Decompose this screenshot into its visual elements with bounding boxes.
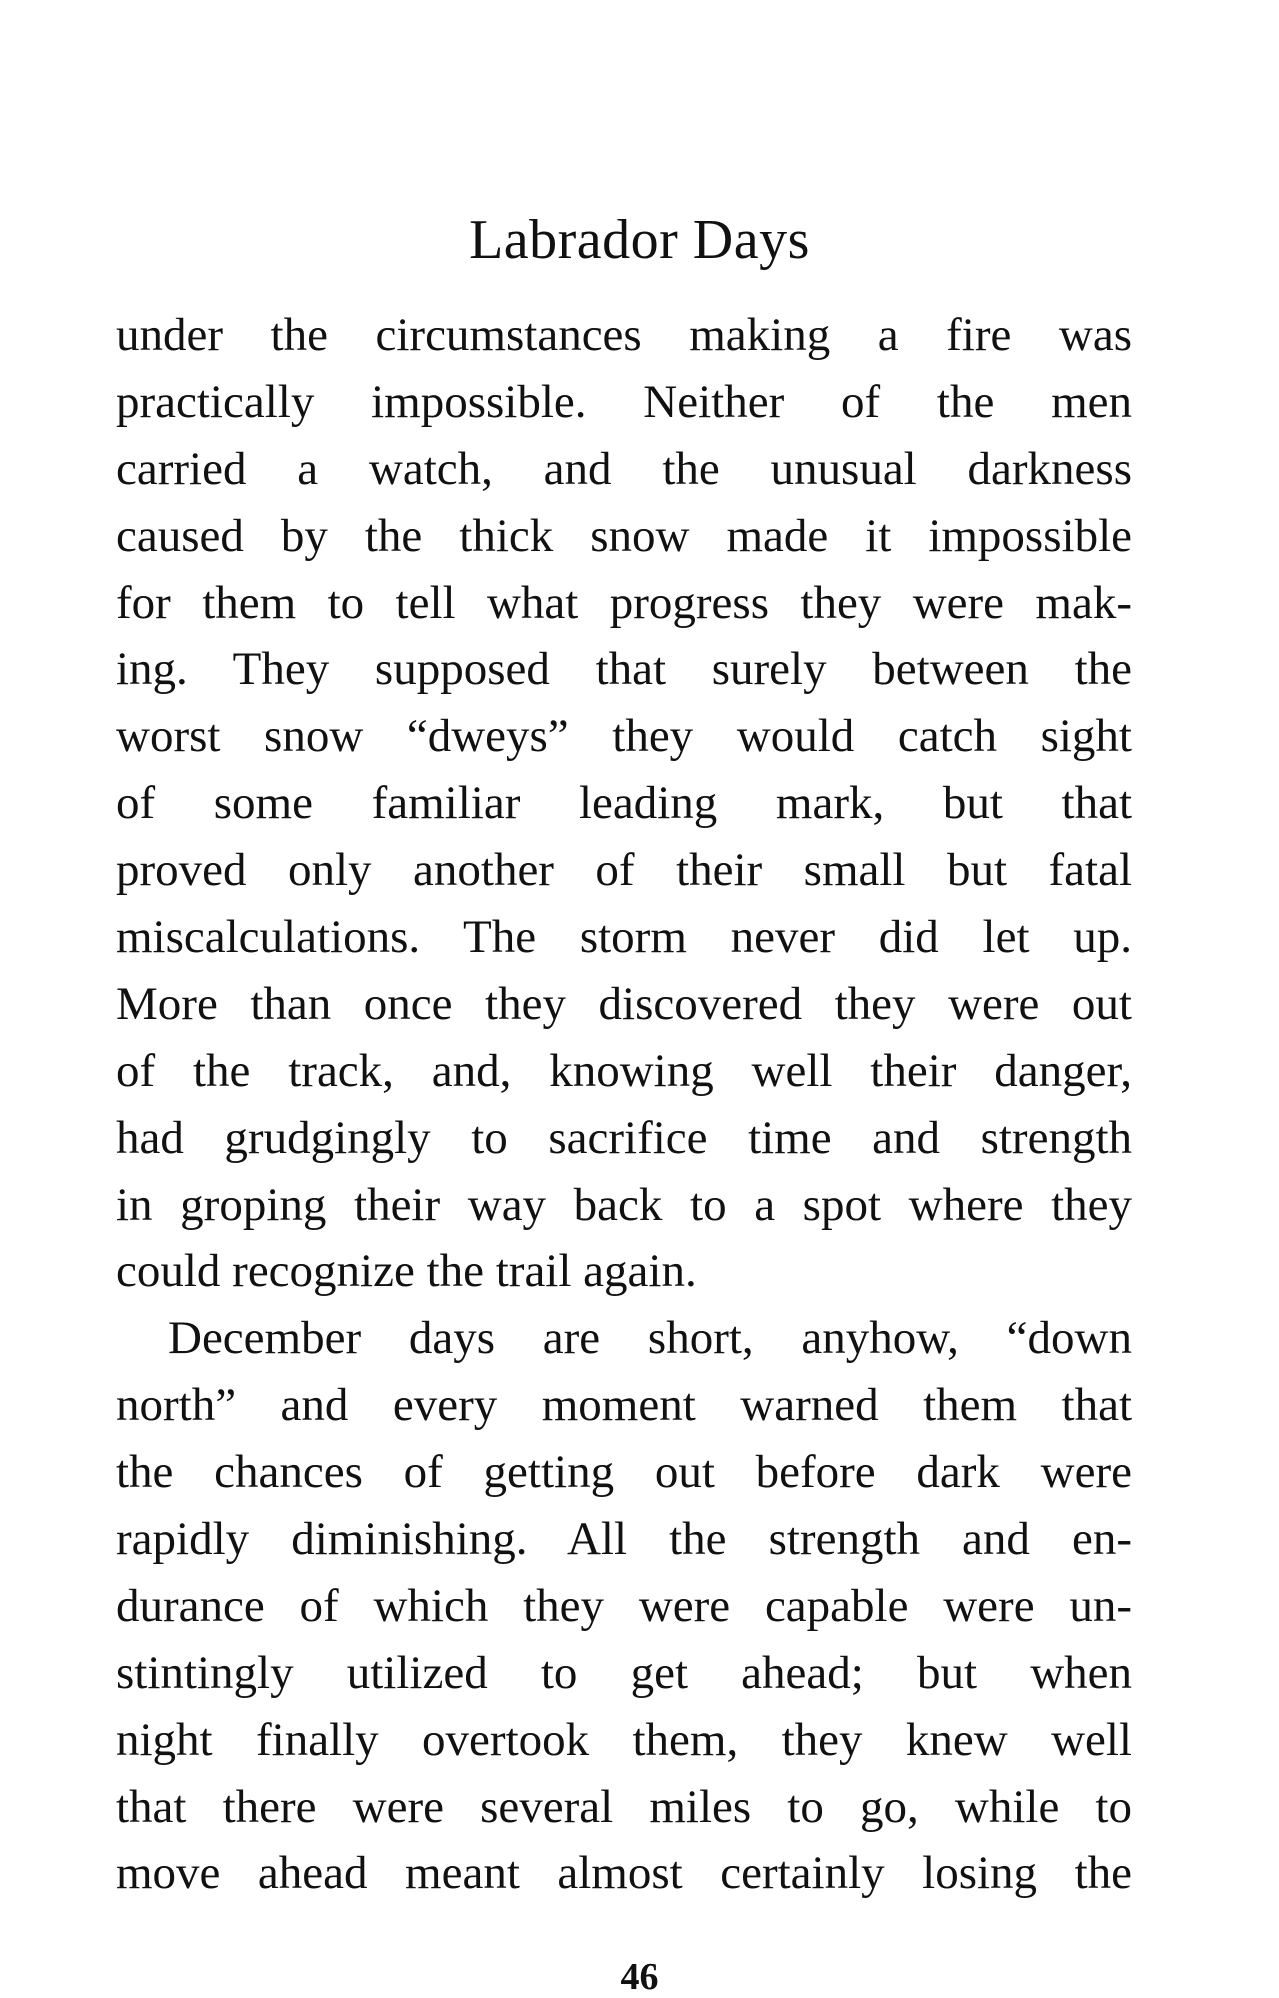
text-line: More than once they discovered they were out	[116, 977, 1132, 1030]
text-line: north” and every moment warned them that	[116, 1379, 1132, 1432]
text-line: could recognize the trail again.	[116, 1245, 697, 1298]
text-line: move ahead meant almost certainly losing the	[116, 1847, 1132, 1900]
text-line: the chances of getting out before dark were	[116, 1446, 1132, 1499]
paragraph-2	[116, 1305, 1132, 1907]
text-line: of some familiar leading mark, but that	[116, 777, 1132, 830]
text-line: worst snow “dweys” they would catch sight	[116, 710, 1132, 763]
text-line: caused by the thick snow made it impossible	[116, 509, 1132, 562]
text-line: that there were several miles to go, while to	[116, 1780, 1132, 1833]
text-line: for them to tell what progress they were mak-	[116, 576, 1132, 629]
text-line: rapidly diminishing. All the strength and en-	[116, 1513, 1132, 1566]
text-line: in groping their way back to a spot where they	[116, 1178, 1132, 1231]
text-line: miscalculations. The storm never did let up.	[116, 911, 1132, 964]
text-line: carried a watch, and the unusual darkness	[116, 442, 1132, 495]
text-line: under the circumstances making a fire was	[116, 309, 1132, 361]
body-text	[116, 302, 1132, 1907]
text-line: ing. They supposed that surely between the	[116, 643, 1132, 696]
paragraph-1	[116, 302, 1132, 1305]
text-line: durance of which they were capable were un-	[116, 1579, 1132, 1632]
text-line: stintingly utilized to get ahead; but when	[116, 1646, 1132, 1699]
text-line: had grudgingly to sacrifice time and strength	[116, 1111, 1132, 1164]
running-head: Labrador Days	[469, 209, 810, 271]
text-line: night finally overtook them, they knew well	[116, 1713, 1132, 1766]
text-line: practically impossible. Neither of the men	[116, 375, 1132, 428]
text-line: proved only another of their small but fatal	[116, 844, 1132, 897]
text-line: December days are short, anyhow, “down	[168, 1312, 1132, 1365]
page-number: 46	[620, 1956, 659, 1998]
text-line: of the track, and, knowing well their danger,	[116, 1044, 1132, 1097]
